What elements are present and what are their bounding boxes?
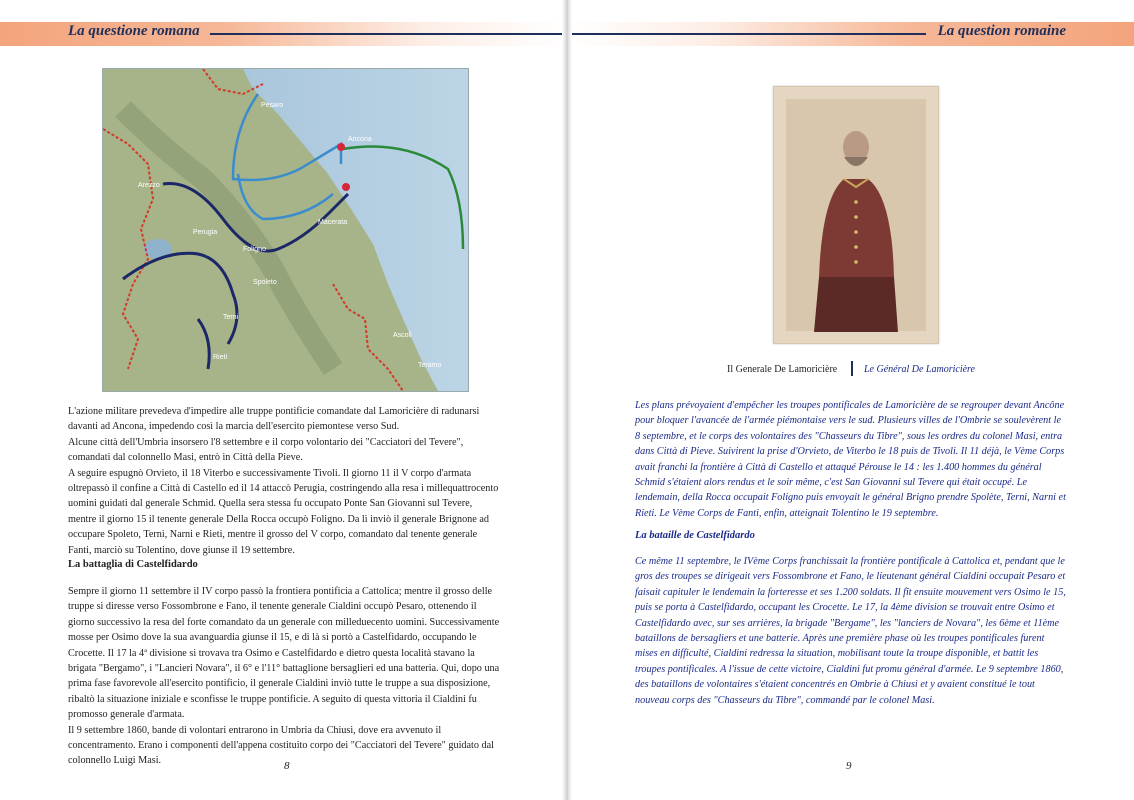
left-paragraph: A seguire espugnò Orvieto, il 18 Viterbo e successivamente Tivoli. Il giorno 11 il V corpo d'armata oltrepassò il confine a Città di Castello ed il 14 attaccò Perugia, costringendo alla resa i millequattrocento uomini guidati dal generale Schmid. Quella sera stessa fu occupato Ponte San Giovanni sul Tevere, mentre il giorno 15 il tenente generale Della Rocca occupò Foligno. Da lì inviò il generale Brignone ad occupare Spoleto, Terni, Narni e Rieti, mentre il grosso del V corpo, comandato dal tenente generale Fanti, marciò su Tolentino, dove giunse il 19 settembre. (68, 467, 499, 556)
left-header-title: La questione romana (68, 23, 200, 39)
right-header-title: La question romaine (937, 23, 1066, 39)
left-header-band (0, 22, 567, 46)
map-label-arezzo: Arezzo (138, 182, 160, 189)
book-spine (562, 0, 572, 800)
left-section-paragraph: Il 9 settembre 1860, bande di volontari entrarono in Umbria da Chiusi, dove era avvenuto il concentramento. Erano i componenti dell'appena costituito corpo dei "Cacciatori del Tevere" guidato dal colonnello Luigi Masi. (68, 724, 494, 767)
portrait-lower (814, 277, 898, 332)
lamoriciere-portrait (773, 86, 939, 344)
left-section-paragraph: Sempre il giorno 11 settembre il IV corpo passò la frontiera pontificia a Cattolica; mentre il grosso delle truppe si diresse verso Fossombrone e Fano, il tenente generale Cialdini occupò Pesaro, ottenendo il giorno successivo la resa del forte comandato da un generale con milleduecento uomini. Successivamente mosse per Osimo dove la sua avanguardia giunse il 15, e di là si portò a Castelfidardo, occupando le Crocette. Il 17 la 4ª divisione si trovava tra Osimo e Castelfidardo e dietro questa località stavano la brigata "Bergamo", i "Lancieri Novara", il 6° e l'11° battaglione bersaglieri ed una batteria. Qui, dopo una prima fase favorevole all'esercito pontificio, il generale Cialdini inviò tutte le truppe a sua disposizione, ribaltò la situazione iniziale e sconfisse le truppe pontificie. A seguito di questa vittoria il Cialdini fu promosso generale d'armata. (68, 586, 500, 721)
map-label-teramo: Teramo (418, 362, 442, 369)
map-label-ascoli: Ascoli (393, 332, 412, 339)
left-header-rule (210, 33, 567, 35)
right-intro-text (635, 398, 1067, 521)
campaign-map-svg (103, 69, 468, 391)
caption-italian: Il Generale De Lamoricière (727, 364, 838, 375)
ancona-marker (337, 143, 345, 151)
campaign-map (102, 68, 469, 392)
right-section-text (635, 554, 1067, 708)
right-section-title: La bataille de Castelfidardo (635, 530, 755, 541)
right-header-band (567, 22, 1134, 46)
right-section-paragraph: Ce même 11 septembre, le IVème Corps franchissait la frontière pontificale à Cattolica et, pendant que le gros des troupes se dirigeait vers Fossombrone et Fano, le lieutenant général Cialdini occupait Pesaro et faisait capituler le lendemain la forteresse et ses 1.200 soldats. Il fît ensuite mouvement vers Osimo le 15, puis se porta à Castelfidardo, occupant les Crocette. Le 17, la 4ème division se trouvait entre Osimo et Castelfidardo avec, sur ses arrières, la brigade "Bergame", les "lanciers de Novara", les 6ème et 11ème bataillons de bersagliers et une batterie. Après une première phase où les troupes pontificales furent mises en difficulté, Cialdini redressa la situation, mobilisant toute la troupe disponible, et battit les troupes pontificales. A l'issue de cette victoire, Cialdini fut promu général d'armée. Le 9 septembre 1860, des bataillons de volontaires s'étaient concentrés en Ombrie à Chiusi et y avaient constitué le tout nouveau corps des "Chasseurs du Tibre", commandé par le colonel Masi. (635, 556, 1066, 706)
map-label-foligno: Foligno (243, 246, 266, 253)
map-label-macerata: Macerata (318, 219, 348, 226)
map-label-spoleto: Spoleto (253, 279, 277, 286)
left-page-number: 8 (284, 760, 290, 772)
left-paragraph: L'azione militare prevedeva d'impedire alle truppe pontificie comandate dal Lamoricière di radunarsi davanti ad Ancona, impedendo così la marcia dell'esercito piemontese verso Sud. (68, 406, 480, 433)
map-label-terni: Terni (223, 314, 239, 321)
right-header-rule (567, 33, 926, 35)
map-label-perugia: Perugia (193, 229, 218, 236)
caption-french: Le Général De Lamoricière (864, 364, 975, 375)
right-paragraph: Les plans prévoyaient d'empêcher les troupes pontificales de Lamoricière de se regrouper devant Ancône pour bloquer l'avancée de l'armée piémontaise vers le sud. Plusieurs villes de l'Ombrie se soulevèrent le 8 septembre, et le corps des volontaires des "Chasseurs du Tibre", sous les ordres du colonel Masi, entra dans Città di Pieve. Suivirent la prise d'Orvieto, de Viterbo le 18 puis de Tivoli. Il 11 déjà, le Vème Corps avait franchi la frontière à Città di Castello et attaqué Pérouse le 14 : les 1.400 hommes du général Schmid s'étaient alors rendus et le soir même, c'est San Giovanni sul Tevere qui était occupé. Le lendemain, della Rocca occupait Foligno puis envoyait le général Brigno prendre Spolète, Terni, Narni et Rieti. Le Vème Corps de Fanti, enfin, atteignait Tolentino le 19 septembre. (635, 400, 1066, 519)
map-label-pesaro: Pesaro (261, 102, 284, 109)
caption-divider (851, 361, 853, 376)
map-label-ancona: Ancona (348, 136, 372, 143)
castelfidardo-marker (342, 183, 350, 191)
left-section-title: La battaglia di Castelfidardo (68, 559, 198, 570)
right-page-number: 9 (846, 760, 852, 772)
left-section-text (68, 584, 500, 769)
left-paragraph: Alcune città dell'Umbria insorsero l'8 settembre e il corpo volontario dei "Cacciatori del Tevere", comandati dal colonnello Masi, entrò in Città della Pieve. (68, 436, 464, 464)
map-label-rieti: Rieti (213, 354, 228, 361)
left-intro-text (68, 404, 500, 558)
portrait-svg (774, 87, 938, 343)
